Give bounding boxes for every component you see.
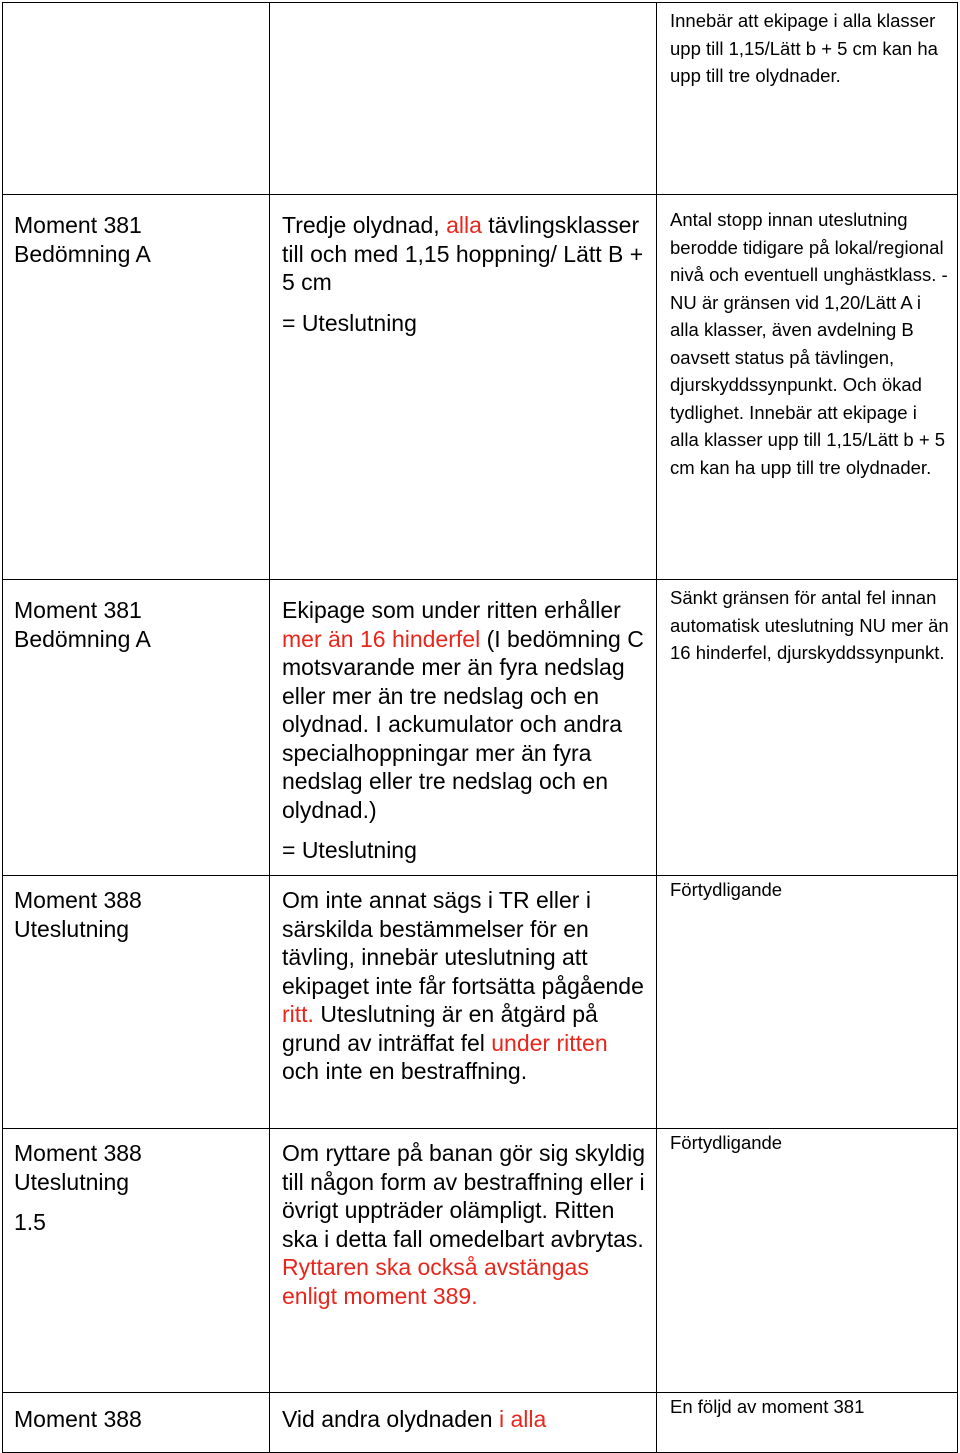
comment-text: Förtydligande	[670, 879, 783, 900]
rule-text-cell	[270, 876, 657, 1129]
rule-text-cell	[270, 1393, 657, 1453]
comment-text: En följd av moment 381	[670, 1396, 865, 1417]
rule-text	[282, 596, 646, 824]
comment-cell	[657, 580, 958, 876]
moment-category: Bedömning A	[14, 240, 151, 267]
rule-text-changed: Ryttaren ska också avstängas enligt moment 389.	[282, 1254, 589, 1309]
rule-text-part: Om ryttare på banan gör sig skyldig till någon form av bestraffning eller i övrigt uppträder olämpligt. Ritten ska i detta fall omedelbart avbrytas.	[282, 1140, 646, 1252]
moment-number: Moment 381	[14, 597, 142, 623]
rule-text-part: Vid andra olydnaden	[282, 1406, 499, 1432]
rule-text-part: tävlingsklasser till och med 1,15 hoppning/ Lätt B + 5 cm	[282, 212, 644, 295]
moment-cell	[3, 876, 270, 1129]
comment-cell	[657, 195, 958, 580]
rule-text-changed: mer än 16 hinderfel	[282, 625, 481, 652]
rule-text-part: och inte en bestraffning.	[282, 1058, 528, 1084]
rule-text-cell	[270, 195, 657, 580]
rule-text-cell	[270, 1129, 657, 1393]
moment-subsection: 1.5	[14, 1209, 46, 1235]
moment-category: Uteslutning	[14, 1168, 130, 1195]
comment-text: Förtydligande	[670, 1132, 783, 1153]
table-row	[3, 1129, 958, 1393]
comment-cell	[657, 876, 958, 1129]
rule-result: = Uteslutning	[282, 837, 417, 863]
moment-number: Moment 381	[14, 212, 142, 238]
comment-cell	[657, 3, 958, 195]
moment-cell	[3, 195, 270, 580]
comment-text: Antal stopp innan uteslutning berodde tidigare på lokal/regional nivå och eventuell unghästklass. - NU är gränsen vid 1,20/Lätt A i alla klasser, även avdelning B oavsett status på tävlingen, djurskyddssynpunkt. Och ökad tydlighet. Innebär att ekipage i alla klasser upp till 1,15/Lätt b + 5 cm kan ha upp till tre olydnader.	[670, 209, 948, 478]
rule-text	[282, 886, 646, 1086]
table-row	[3, 3, 958, 195]
rule-text-changed: alla	[446, 212, 482, 238]
rule-text-part: Tredje olydnad,	[282, 212, 447, 238]
rule-text-part: Uteslutning är en åtgärd på grund av inträffat fel	[282, 1001, 598, 1056]
rule-text-changed: ritt.	[282, 1001, 314, 1027]
rule-changes-table	[2, 2, 958, 1453]
rule-text-cell	[270, 3, 657, 195]
moment-number: Moment 388	[14, 1406, 142, 1432]
comment-cell	[657, 1129, 958, 1393]
comment-text: Innebär att ekipage i alla klasser upp till 1,15/Lätt b + 5 cm kan ha upp till tre olydnader.	[670, 10, 938, 86]
table-row	[3, 580, 958, 876]
rule-text	[282, 211, 646, 297]
moment-number: Moment 388	[14, 1140, 142, 1166]
rule-text-part: (I bedömning C motsvarande mer än fyra nedslag eller mer än tre nedslag och en olydnad. I ackumulator och andra specialhoppningar mer än fyra nedslag eller tre nedslag och en olydnad.)	[282, 625, 644, 823]
moment-cell	[3, 3, 270, 195]
moment-number: Moment 388	[14, 887, 142, 913]
rule-text-changed: under ritten	[491, 1029, 608, 1056]
rule-result: = Uteslutning	[282, 309, 417, 336]
rule-text-cell	[270, 580, 657, 876]
moment-category: Bedömning A	[14, 625, 151, 652]
comment-text: Sänkt gränsen för antal fel innan automatisk uteslutning NU mer än 16 hinderfel, djurskyddssynpunkt.	[670, 587, 949, 663]
table-row	[3, 876, 958, 1129]
rule-text-changed: i alla	[498, 1406, 547, 1432]
table-row	[3, 195, 958, 580]
moment-cell	[3, 1129, 270, 1393]
comment-cell	[657, 1393, 958, 1453]
rule-text-part: Om inte annat sägs i TR eller i särskilda bestämmelser för en tävling, innebär uteslutning att ekipaget inte får fortsätta pågående	[282, 887, 644, 999]
moment-category: Uteslutning	[14, 915, 130, 942]
rule-text	[282, 1405, 646, 1434]
moment-cell	[3, 1393, 270, 1453]
table-row	[3, 1393, 958, 1453]
rule-text	[282, 1139, 646, 1310]
moment-cell	[3, 580, 270, 876]
rule-text-part: Ekipage som under ritten erhåller	[282, 597, 621, 623]
